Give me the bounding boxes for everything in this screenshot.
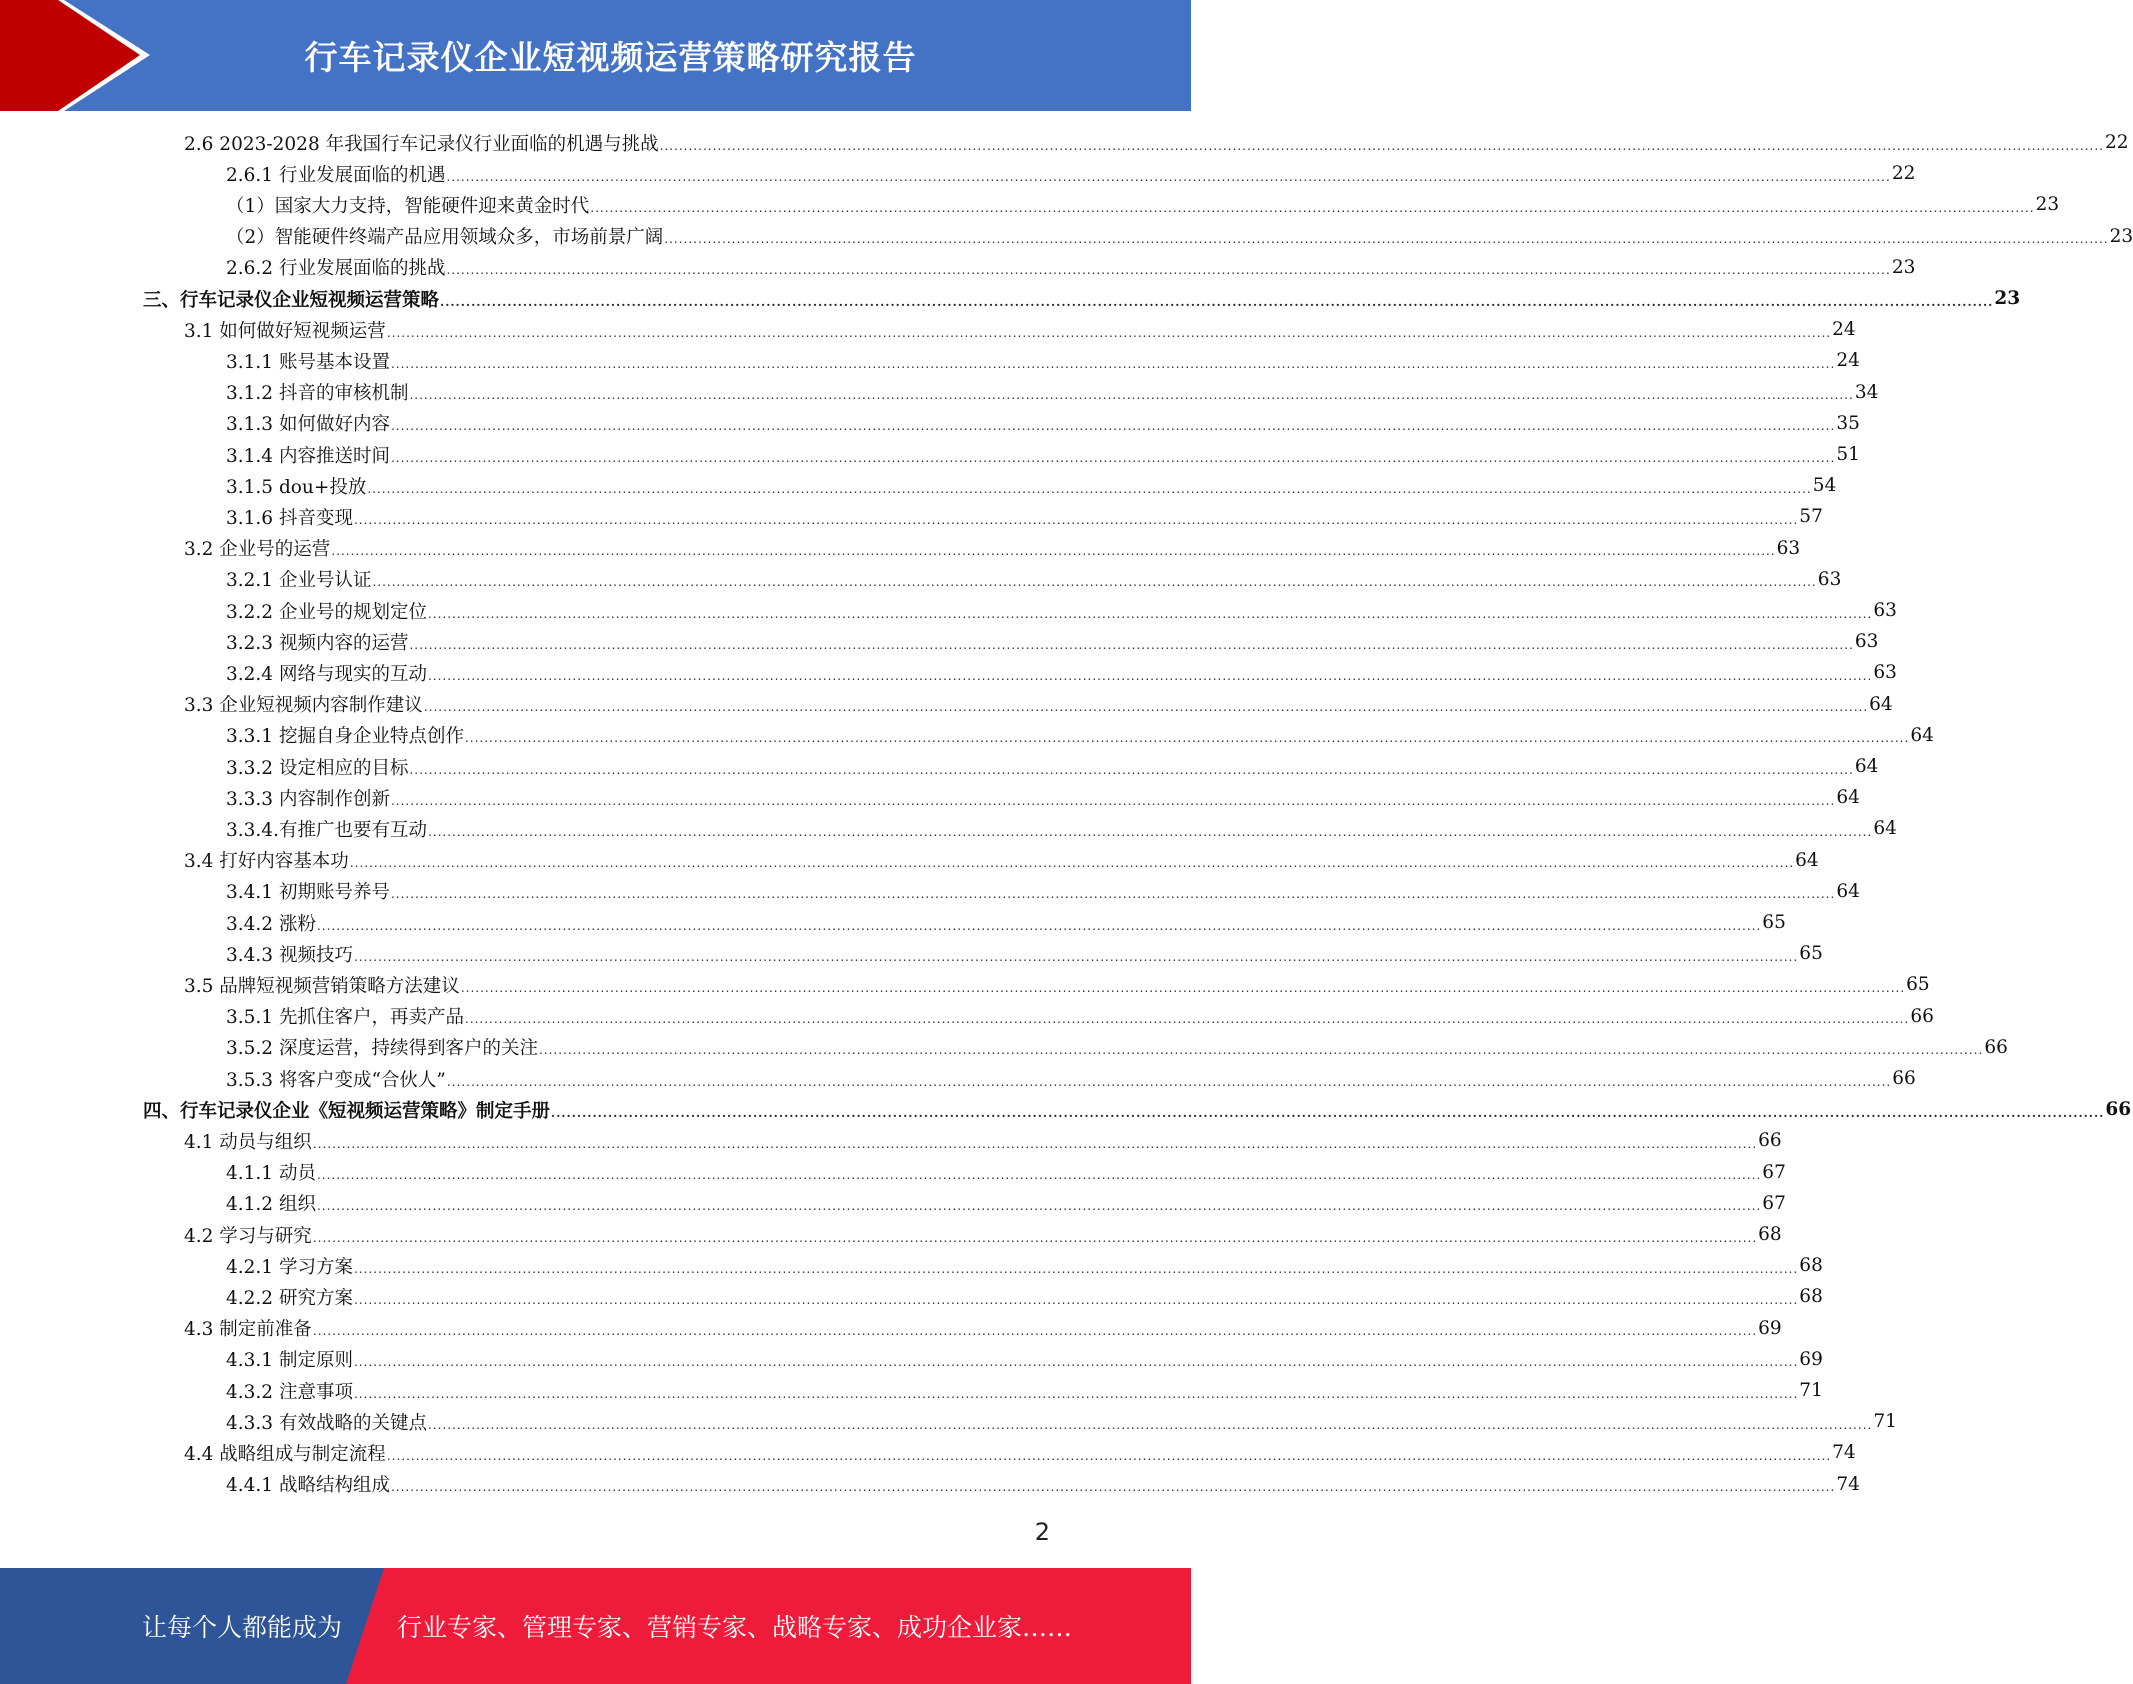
toc-leader-dots: ............................................................................................................................................................................................................................................................................................................	[312, 1136, 1758, 1151]
toc-leader-dots: ............................................................................................................................................................................................................................................................................................................	[353, 1261, 1799, 1276]
toc-leader-dots: ............................................................................................................................................................................................................................................................................................................	[316, 1199, 1762, 1214]
toc-entry-label: 4.3.3 有效战略的关键点	[226, 1412, 427, 1434]
toc-entry[interactable]	[226, 252, 1916, 283]
toc-leader-dots: ............................................................................................................................................................................................................................................................................................................	[353, 1386, 1799, 1401]
toc-leader-dots: ............................................................................................................................................................................................................................................................................................................	[367, 481, 1812, 496]
toc-leader-dots: ............................................................................................................................................................................................................................................................................................................	[446, 169, 1891, 184]
toc-entry[interactable]	[226, 189, 2060, 220]
toc-entry-label: 3.1.6 抖音变现	[226, 507, 353, 529]
toc-leader-dots: ............................................................................................................................................................................................................................................................................................................	[349, 856, 1795, 871]
toc-entry-label: 4.2 学习与研究	[184, 1225, 312, 1247]
toc-entry-label: 2.6 2023-2028 年我国行车记录仪行业面临的机遇与挑战	[184, 133, 659, 155]
toc-entry-page: 35	[1836, 412, 1860, 434]
toc-entry-page: 66	[1910, 1005, 1934, 1027]
toc-entry-label: 3.5.2 深度运营，持续得到客户的关注	[226, 1038, 538, 1060]
toc-entry[interactable]	[226, 1344, 1823, 1375]
toc-entry-label: 四、行车记录仪企业《短视频运营策略》制定手册	[143, 1100, 551, 1122]
toc-entry-page: 51	[1836, 444, 1860, 466]
toc-leader-dots: ............................................................................................................................................................................................................................................................................................................	[353, 1292, 1799, 1307]
toc-entry-label: 2.6.1 行业发展面临的机遇	[226, 164, 446, 186]
toc-entry[interactable]	[226, 158, 1916, 189]
toc-entry-page: 66	[1984, 1036, 2008, 1058]
toc-entry-page: 65	[1762, 912, 1786, 934]
page-footer	[0, 1568, 1191, 1684]
toc-entry-page: 22	[2104, 132, 2129, 154]
toc-leader-dots: ............................................................................................................................................................................................................................................................................................................	[551, 1105, 2105, 1120]
toc-entry-label: 4.1.2 组织	[226, 1194, 316, 1216]
toc-entry[interactable]	[184, 845, 1819, 876]
toc-entry-page: 71	[1873, 1411, 1897, 1433]
toc-entry-label: 4.1.1 动员	[226, 1163, 316, 1185]
toc-entry[interactable]	[226, 782, 1860, 813]
toc-entry[interactable]	[184, 127, 2129, 158]
toc-entry-page: 23	[1994, 288, 2021, 310]
toc-entry-label: 4.2.1 学习方案	[226, 1256, 353, 1278]
toc-entry-page: 74	[1832, 1442, 1856, 1464]
toc-leader-dots: ............................................................................................................................................................................................................................................................................................................	[409, 637, 1854, 652]
toc-entry[interactable]	[226, 907, 1786, 938]
toc-entry-label: 4.2.2 研究方案	[226, 1287, 353, 1309]
toc-entry-label: 3.2.2 企业号的规划定位	[226, 601, 427, 623]
toc-entry[interactable]	[226, 813, 1897, 844]
toc-entry[interactable]	[226, 720, 1934, 751]
toc-entry[interactable]	[184, 533, 1801, 564]
toc-entry[interactable]	[226, 1469, 1860, 1500]
toc-leader-dots: ............................................................................................................................................................................................................................................................................................................	[372, 575, 1817, 590]
toc-entry[interactable]	[226, 1250, 1823, 1281]
toc-leader-dots: ............................................................................................................................................................................................................................................................................................................	[353, 1355, 1799, 1370]
toc-entry[interactable]	[226, 1188, 1786, 1219]
toc-entry[interactable]	[226, 377, 1879, 408]
toc-entry[interactable]	[226, 595, 1897, 626]
toc-entry-page: 57	[1799, 506, 1823, 528]
toc-entry-label: 3.1.4 内容推送时间	[226, 445, 390, 467]
toc-entry-page: 54	[1812, 475, 1837, 497]
toc-entry-page: 24	[1836, 350, 1860, 372]
toc-entry-label: （1）国家大力支持，智能硬件迎来黄金时代	[226, 195, 590, 217]
toc-leader-dots: ............................................................................................................................................................................................................................................................................................................	[386, 1448, 1832, 1463]
toc-entry[interactable]	[226, 1281, 1823, 1312]
toc-entry[interactable]	[226, 751, 1879, 782]
toc-entry[interactable]	[226, 626, 1879, 657]
toc-leader-dots: ............................................................................................................................................................................................................................................................................................................	[390, 793, 1836, 808]
toc-entry-page: 64	[1836, 787, 1860, 809]
toc-entry[interactable]	[184, 1313, 1782, 1344]
toc-leader-dots: ............................................................................................................................................................................................................................................................................................................	[353, 949, 1799, 964]
toc-entry[interactable]	[226, 564, 1842, 595]
toc-entry-page: 64	[1854, 756, 1879, 778]
footer-slogan-right: 行业专家、管理专家、营销专家、战略专家、成功企业家……	[397, 1613, 1073, 1642]
toc-entry[interactable]	[226, 938, 1823, 969]
toc-entry-label: 4.4 战略组成与制定流程	[184, 1443, 386, 1465]
toc-entry-label: 3.3.1 挖掘自身企业特点创作	[226, 726, 464, 748]
toc-entry-label: 4.3.2 注意事项	[226, 1381, 353, 1403]
toc-leader-dots: ............................................................................................................................................................................................................................................................................................................	[390, 450, 1836, 465]
toc-leader-dots: ............................................................................................................................................................................................................................................................................................................	[312, 1230, 1758, 1245]
toc-entry-page: 67	[1762, 1161, 1786, 1183]
toc-leader-dots: ............................................................................................................................................................................................................................................................................................................	[427, 668, 1873, 683]
toc-leader-dots: ............................................................................................................................................................................................................................................................................................................	[316, 918, 1762, 933]
toc-entry-page: 66	[1758, 1130, 1782, 1152]
toc-entry-label: 3.2.4 网络与现实的互动	[226, 663, 427, 685]
toc-entry[interactable]	[226, 408, 1860, 439]
toc-entry[interactable]	[226, 1032, 2008, 1063]
toc-entry-page: 22	[1891, 163, 1916, 185]
toc-leader-dots: ............................................................................................................................................................................................................................................................................................................	[316, 1168, 1762, 1183]
toc-entry-label: 3.4.3 视频技巧	[226, 944, 353, 966]
toc-entry-page: 68	[1799, 1286, 1823, 1308]
toc-entry[interactable]	[184, 314, 1856, 345]
toc-entry-label: 3.3.4.有推广也要有互动	[226, 819, 427, 841]
toc-leader-dots: ............................................................................................................................................................................................................................................................................................................	[464, 1012, 1910, 1027]
toc-entry-page: 64	[1869, 693, 1893, 715]
toc-entry-label: 3.2.1 企业号认证	[226, 570, 372, 592]
toc-entry-label: 3.5.1 先抓住客户，再卖产品	[226, 1007, 464, 1029]
toc-entry-page: 34	[1854, 381, 1879, 403]
page-number: 2	[1034, 1518, 1050, 1546]
toc-leader-dots: ............................................................................................................................................................................................................................................................................................................	[390, 887, 1836, 902]
toc-entry[interactable]	[226, 439, 1860, 470]
toc-entry[interactable]	[226, 1375, 1823, 1406]
toc-entry-label: 3.1.3 如何做好内容	[226, 414, 390, 436]
toc-entry[interactable]	[226, 1406, 1897, 1437]
toc-entry-page: 65	[1906, 974, 1930, 996]
toc-entry-label: 3.4.1 初期账号养号	[226, 882, 390, 904]
toc-entry-page: 66	[2105, 1099, 2132, 1121]
toc-leader-dots: ............................................................................................................................................................................................................................................................................................................	[538, 1043, 1984, 1058]
toc-leader-dots: ............................................................................................................................................................................................................................................................................................................	[390, 1480, 1836, 1495]
toc-leader-dots: ............................................................................................................................................................................................................................................................................................................	[390, 419, 1836, 434]
toc-entry-label: 3.3.2 设定相应的目标	[226, 757, 409, 779]
toc-leader-dots: ............................................................................................................................................................................................................................................................................................................	[312, 1324, 1758, 1339]
toc-leader-dots: ............................................................................................................................................................................................................................................................................................................	[440, 294, 1994, 309]
toc-entry-page: 68	[1758, 1224, 1782, 1246]
toc-entry-label: 3.1.5 dou+投放	[226, 476, 367, 498]
toc-entry-page: 64	[1795, 849, 1819, 871]
toc-leader-dots: ............................................................................................................................................................................................................................................................................................................	[331, 544, 1776, 559]
toc-leader-dots: ............................................................................................................................................................................................................................................................................................................	[446, 1074, 1892, 1089]
toc-entry-label: （2）智能硬件终端产品应用领域众多，市场前景广阔	[226, 227, 664, 249]
toc-entry[interactable]	[226, 657, 1897, 688]
toc-entry-label: 4.1 动员与组织	[184, 1131, 312, 1153]
footer-slogan-left: 让每个人都能成为	[142, 1613, 343, 1642]
toc-leader-dots: ............................................................................................................................................................................................................................................................................................................	[353, 512, 1799, 527]
toc-entry[interactable]	[143, 283, 2021, 314]
toc-entry[interactable]	[226, 501, 1823, 532]
toc-leader-dots: ............................................................................................................................................................................................................................................................................................................	[659, 138, 2104, 153]
toc-entry-label: 3.1.2 抖音的审核机制	[226, 383, 409, 405]
toc-leader-dots: ............................................................................................................................................................................................................................................................................................................	[423, 700, 1869, 715]
toc-leader-dots: ............................................................................................................................................................................................................................................................................................................	[427, 1417, 1873, 1432]
toc-leader-dots: ............................................................................................................................................................................................................................................................................................................	[590, 200, 2035, 215]
toc-leader-dots: ............................................................................................................................................................................................................................................................................................................	[409, 388, 1854, 403]
toc-leader-dots: ............................................................................................................................................................................................................................................................................................................	[664, 232, 2109, 247]
toc-entry-label: 3.3.3 内容制作创新	[226, 788, 390, 810]
toc-entry-label: 3.2 企业号的运营	[184, 539, 331, 561]
toc-entry-page: 64	[1910, 724, 1934, 746]
toc-entry-page: 24	[1832, 319, 1856, 341]
toc-entry-label: 三、行车记录仪企业短视频运营策略	[143, 289, 440, 311]
toc-entry-page: 69	[1799, 1348, 1823, 1370]
toc-entry-page: 23	[1891, 256, 1916, 278]
toc-entry[interactable]	[226, 345, 1860, 376]
toc-entry[interactable]	[226, 221, 2133, 252]
toc-entry-page: 71	[1799, 1380, 1823, 1402]
toc-leader-dots: ............................................................................................................................................................................................................................................................................................................	[409, 762, 1854, 777]
toc-leader-dots: ............................................................................................................................................................................................................................................................................................................	[446, 263, 1891, 278]
toc-leader-dots: ............................................................................................................................................................................................................................................................................................................	[427, 606, 1873, 621]
toc-entry-page: 65	[1799, 943, 1823, 965]
toc-entry-page: 63	[1854, 631, 1879, 653]
toc-entry[interactable]	[184, 969, 1930, 1000]
toc-leader-dots: ............................................................................................................................................................................................................................................................................................................	[390, 356, 1836, 371]
toc-leader-dots: ............................................................................................................................................................................................................................................................................................................	[386, 325, 1832, 340]
toc-entry[interactable]	[184, 1125, 1782, 1156]
report-title: 行车记录仪企业短视频运营策略研究报告	[304, 38, 917, 77]
toc-leader-dots: ............................................................................................................................................................................................................................................................................................................	[464, 731, 1910, 746]
page-header	[0, 0, 1191, 111]
toc-entry-page: 63	[1776, 537, 1801, 559]
toc-entry-label: 3.5 品牌短视频营销策略方法建议	[184, 975, 460, 997]
toc-entry-label: 3.4.2 涨粉	[226, 913, 316, 935]
toc-entry-label: 4.3.1 制定原则	[226, 1350, 353, 1372]
toc-entry-label: 4.4.1 战略结构组成	[226, 1475, 390, 1497]
toc-entry-label: 3.1.1 账号基本设置	[226, 351, 390, 373]
toc-entry-page: 23	[2109, 225, 2133, 247]
toc-leader-dots: ............................................................................................................................................................................................................................................................................................................	[427, 824, 1873, 839]
toc-entry-page: 63	[1817, 568, 1842, 590]
toc-entry-label: 4.3 制定前准备	[184, 1319, 312, 1341]
toc-entry-label: 3.3 企业短视频内容制作建议	[184, 695, 423, 717]
toc-entry[interactable]	[226, 1001, 1934, 1032]
toc-entry-page: 66	[1892, 1068, 1916, 1090]
toc-leader-dots: ............................................................................................................................................................................................................................................................................................................	[460, 980, 1906, 995]
toc-entry-page: 68	[1799, 1255, 1823, 1277]
toc-entry-label: 3.5.3 将客户变成“合伙人”	[226, 1069, 446, 1091]
toc-entry-label: 3.1 如何做好短视频运营	[184, 320, 386, 342]
toc-entry[interactable]	[226, 470, 1837, 501]
toc-entry[interactable]	[184, 1437, 1856, 1468]
toc-entry[interactable]	[226, 1157, 1786, 1188]
toc-entry[interactable]	[184, 689, 1893, 720]
toc-entry-page: 67	[1762, 1192, 1786, 1214]
toc-entry[interactable]	[226, 876, 1860, 907]
toc-entry-page: 74	[1836, 1473, 1860, 1495]
toc-entry-page: 63	[1873, 600, 1897, 622]
toc-entry-label: 3.4 打好内容基本功	[184, 851, 349, 873]
toc-entry[interactable]	[226, 1063, 1916, 1094]
toc-entry-page: 64	[1836, 880, 1860, 902]
toc-entry-page: 64	[1873, 818, 1897, 840]
toc-entry[interactable]	[184, 1219, 1782, 1250]
toc-entry-label: 2.6.2 行业发展面临的挑战	[226, 258, 446, 280]
toc-entry-page: 63	[1873, 662, 1897, 684]
toc-entry-label: 3.2.3 视频内容的运营	[226, 632, 409, 654]
toc-entry-page: 69	[1758, 1317, 1782, 1339]
toc-entry[interactable]	[143, 1094, 2132, 1125]
toc-entry-page: 23	[2035, 194, 2060, 216]
